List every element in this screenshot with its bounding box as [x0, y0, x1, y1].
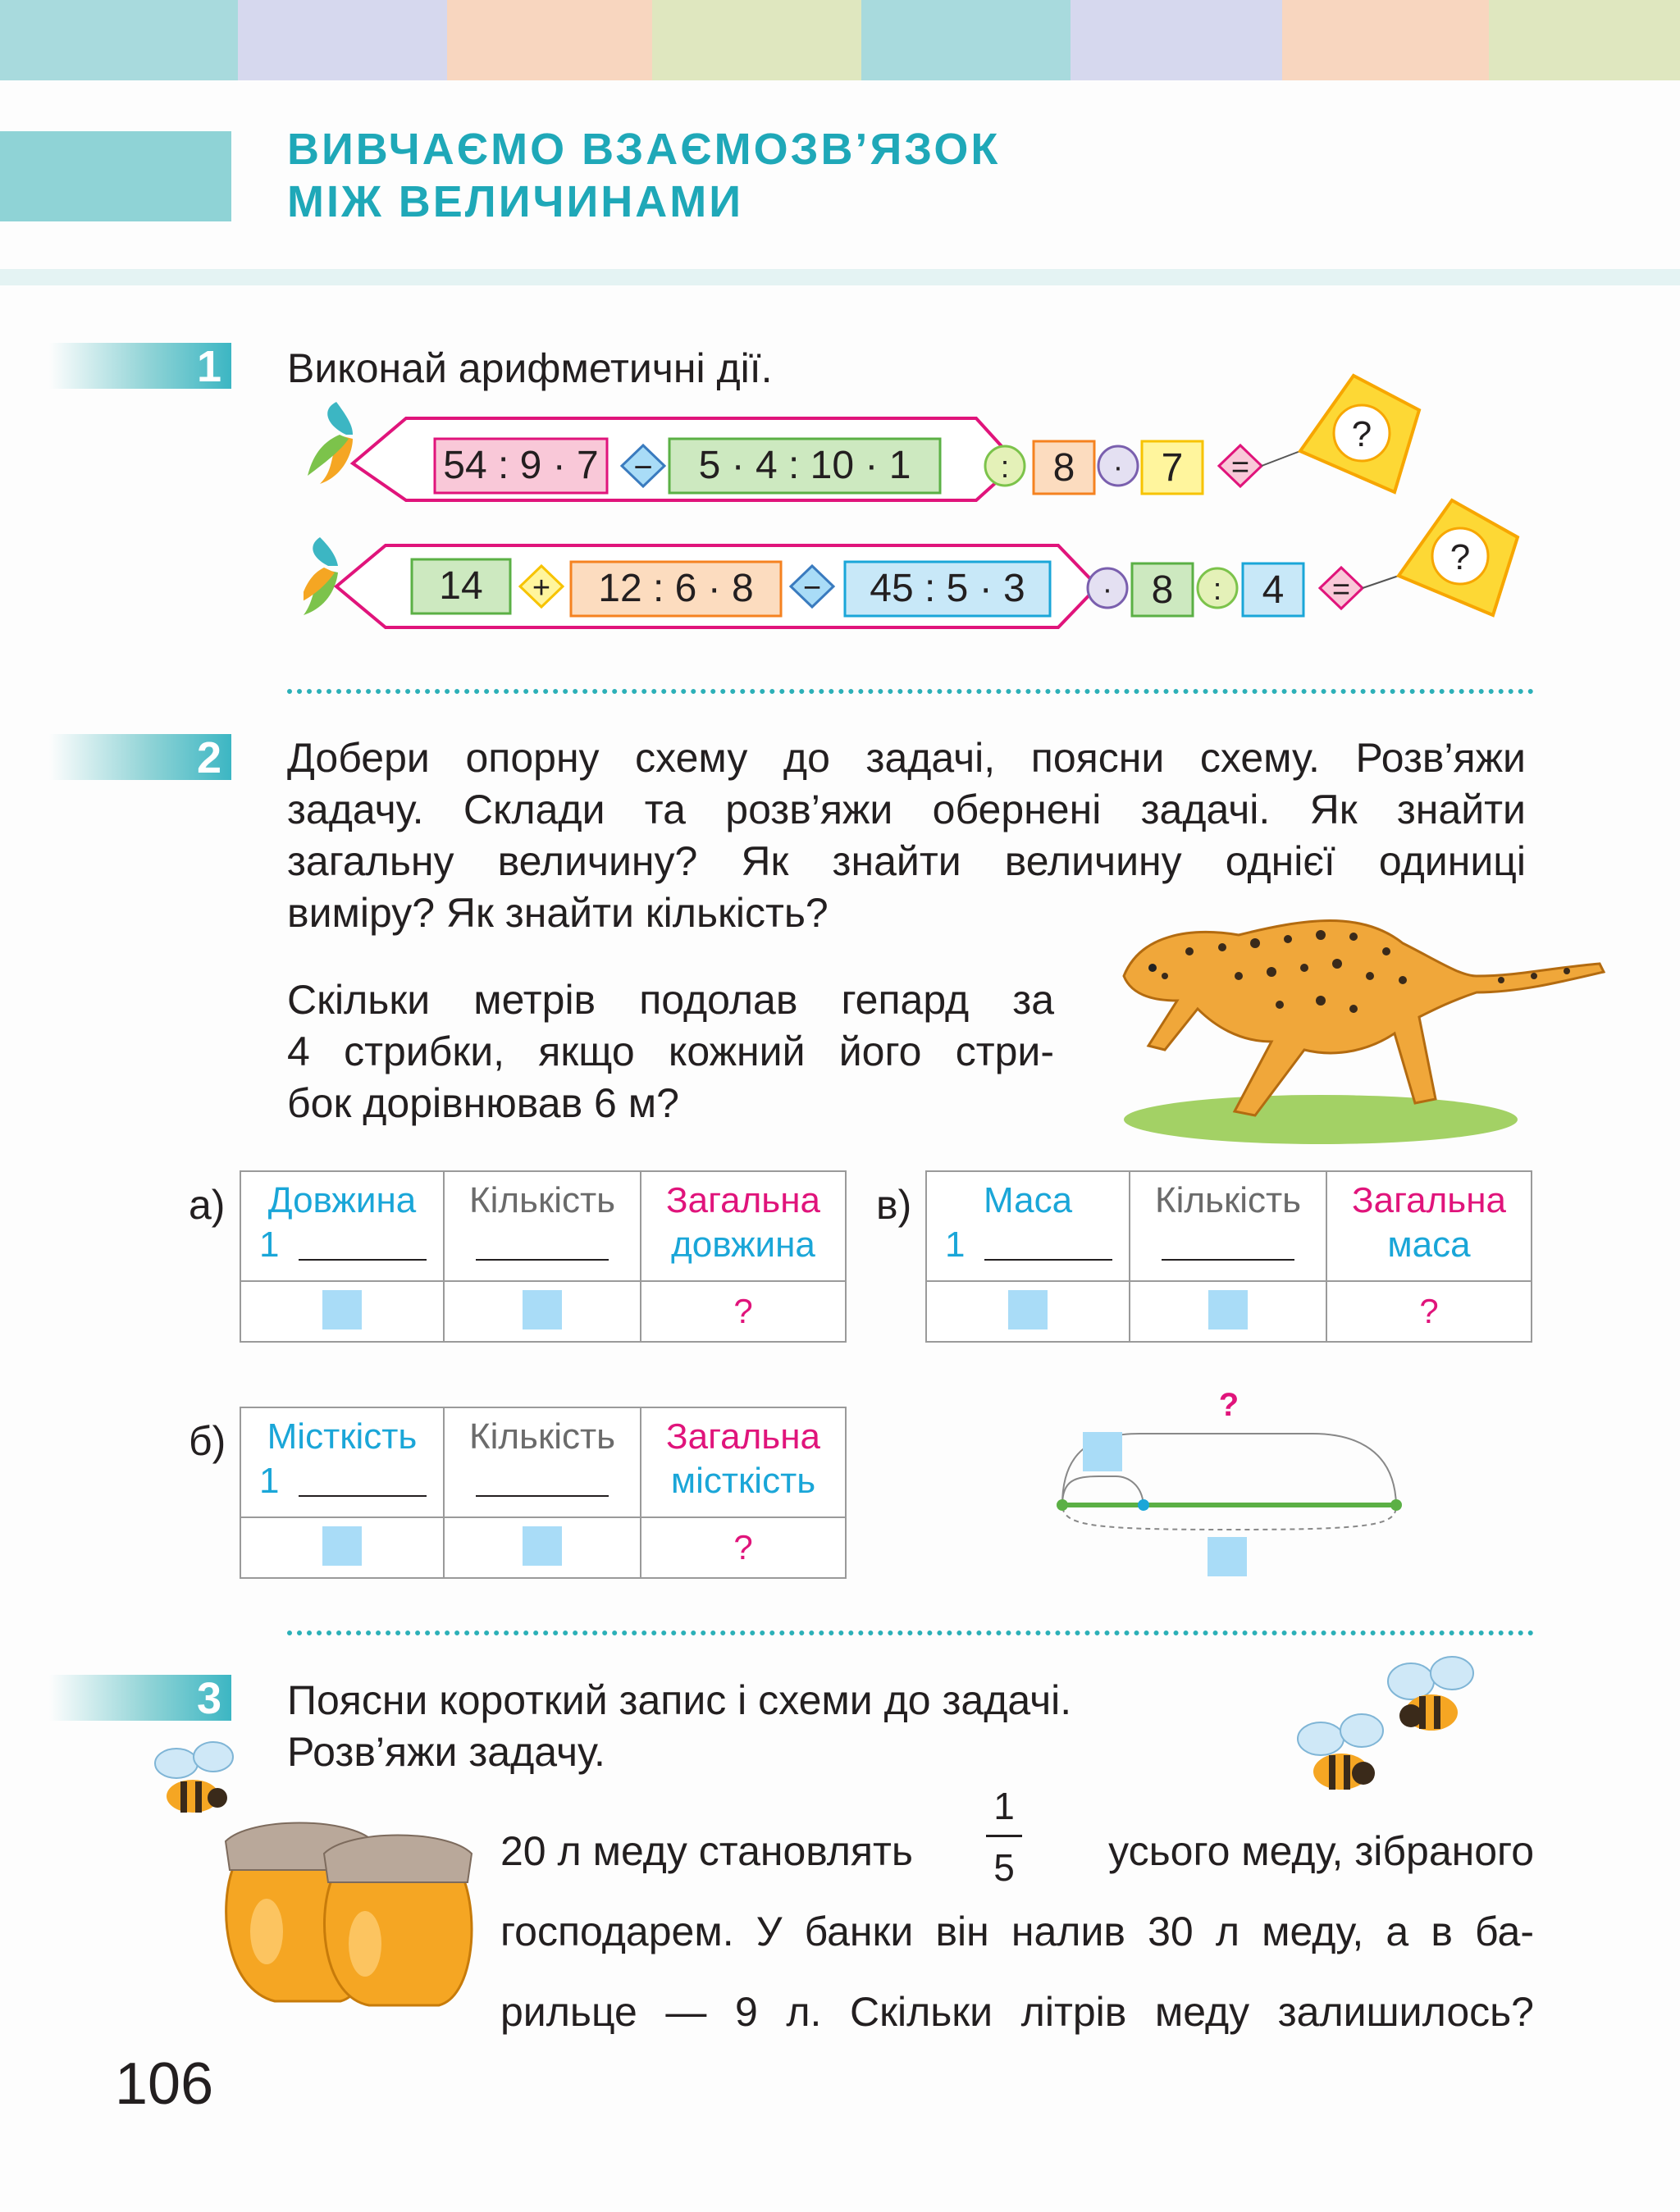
- table-v-cell-2: [1130, 1281, 1326, 1342]
- row2-op-3: ·: [1102, 572, 1113, 607]
- problem-line-2: 4 стрибки, якщо кожний його стри-: [287, 1028, 1054, 1074]
- row2-num-2: 4: [1262, 568, 1285, 612]
- table-b-header-total: Загальна місткість: [641, 1407, 846, 1517]
- task-1-number: 1: [196, 342, 221, 391]
- row1-expr-2: 5 · 4 : 10 · 1: [698, 444, 911, 487]
- row1-num-2: 7: [1161, 446, 1184, 490]
- table-a-header-count: Кількість: [444, 1171, 641, 1281]
- table-a-cell-2: [444, 1281, 641, 1342]
- task-2-line-1: Добери опорну схему до задачі, поясни схему. Розв’яжи: [287, 735, 1526, 781]
- top-stripe-5: [861, 0, 1071, 80]
- row1-op-1: −: [633, 449, 653, 486]
- table-b: [240, 1407, 847, 1579]
- problem-text-after-fraction: усього меду, зібраного: [1108, 1828, 1534, 1874]
- problem-line-1: Скільки метрів подолав гепард за: [287, 977, 1054, 1023]
- row1-equals: =: [1230, 450, 1250, 485]
- row2-expr-1: 14: [439, 564, 483, 608]
- problem-line-3: бок дорівнював 6 м?: [287, 1080, 679, 1126]
- table-v-cell-3: ?: [1326, 1281, 1532, 1342]
- section-divider-2: [287, 1630, 1534, 1635]
- task-3-number-tab: [49, 1675, 231, 1721]
- table-v: [925, 1170, 1532, 1343]
- diagram-question: ?: [1218, 1387, 1239, 1423]
- row2-op-1: +: [532, 571, 551, 605]
- table-b-label: б): [189, 1418, 226, 1464]
- task-2-line-2: задачу. Склади та розв’яжи обернені задачі. Як знайти: [287, 787, 1526, 832]
- top-stripe-2: [238, 0, 447, 80]
- table-a-cell-1: [240, 1281, 444, 1342]
- top-stripe-4: [652, 0, 861, 80]
- row1-op-3: ·: [1112, 450, 1124, 485]
- row2-op-4: :: [1212, 572, 1222, 607]
- title-line-2: МІЖ ВЕЛИЧИНАМИ: [287, 177, 744, 226]
- problem-text-start: 20 л меду становлять: [500, 1828, 913, 1874]
- task-2-problem: [287, 974, 1054, 1129]
- row2-expr-3: 45 : 5 · 3: [870, 567, 1025, 610]
- table-v-header-mass: Маса 1: [926, 1171, 1130, 1281]
- page-number: 106: [115, 2051, 214, 2117]
- honey-jars-illustration: [217, 1808, 484, 2009]
- table-a-header-total: Загальна довжина: [641, 1171, 846, 1281]
- row1-num-1: 8: [1052, 446, 1075, 490]
- table-b-cell-2: [444, 1517, 641, 1578]
- row1-kite-question: ?: [1351, 414, 1372, 454]
- top-stripe-8: [1489, 0, 1680, 80]
- task-2-number: 2: [196, 733, 221, 782]
- cheetah-illustration: [1091, 886, 1624, 1148]
- bees-illustration: [1288, 1649, 1501, 1804]
- title-line-1: ВИВЧАЄМО ВЗАЄМОЗВ’ЯЗОК: [287, 125, 1001, 174]
- ribbon-tail-2-icon: [304, 537, 338, 615]
- table-a-cell-3: ?: [641, 1281, 846, 1342]
- task-3-problem-line-2: господарем. У банки він налив 30 л меду, а в ба-: [500, 1909, 1534, 1954]
- header-accent-bar: [0, 131, 231, 221]
- top-stripe-6: [1071, 0, 1282, 80]
- task-3-number: 3: [196, 1674, 221, 1723]
- task-3-line-1: Поясни короткий запис і схеми до задачі.: [287, 1677, 1072, 1723]
- table-b-cell-3: ?: [641, 1517, 846, 1578]
- table-a-header-length: Довжина 1: [240, 1171, 444, 1281]
- top-stripe-7: [1282, 0, 1489, 80]
- table-a-label: а): [189, 1182, 226, 1228]
- table-v-cell-1: [926, 1281, 1130, 1342]
- table-v-header-count: Кількість: [1130, 1171, 1326, 1281]
- task-1-number-tab: [49, 343, 231, 389]
- ribbon-tail-1-icon: [308, 402, 353, 484]
- task-1-instruction: Виконай арифметичні дії.: [287, 345, 773, 391]
- bee-icon: [1388, 1657, 1473, 1731]
- top-stripe-1: [0, 0, 238, 80]
- row2-num-1: 8: [1151, 568, 1174, 612]
- expression-chains: [304, 361, 1616, 640]
- table-b-cell-1: [240, 1517, 444, 1578]
- section-divider-1: [287, 689, 1534, 694]
- row2-expr-2: 12 : 6 · 8: [598, 567, 754, 610]
- table-a: [240, 1170, 847, 1343]
- row1-expr-1: 54 : 9 · 7: [443, 444, 599, 487]
- fraction-denominator: 5: [993, 1846, 1015, 1889]
- task-2-number-tab: [49, 734, 231, 780]
- row1-op-2: :: [1000, 450, 1010, 485]
- fraction-numerator: 1: [993, 1785, 1015, 1827]
- task-3-instruction: [287, 1675, 1071, 1778]
- segment-diagram: [1042, 1386, 1419, 1583]
- title-divider-band: [0, 269, 1680, 285]
- fraction-bar: [986, 1835, 1022, 1837]
- table-b-header-count: Кількість: [444, 1407, 641, 1517]
- table-v-header-total: Загальна маса: [1326, 1171, 1532, 1281]
- page-title: [287, 123, 1000, 228]
- row2-op-2: −: [802, 571, 822, 605]
- task-3-line-2: Розв’яжи задачу.: [287, 1729, 605, 1775]
- task-2-line-3: загальну величину? Як знайти величину однієї одиниці: [287, 838, 1526, 884]
- task-2-line-4: виміру? Як знайти кількість?: [287, 890, 829, 936]
- top-stripe-3: [447, 0, 652, 80]
- row2-kite-question: ?: [1449, 537, 1471, 577]
- bee-icon-2: [1298, 1714, 1383, 1790]
- table-b-header-capacity: Місткість 1: [240, 1407, 444, 1517]
- task-3-problem-line-3: рильце — 9 л. Скільки літрів меду залишилось?: [500, 1989, 1534, 2035]
- honey-jar-icon-2: [324, 1836, 472, 2006]
- row2-equals: =: [1331, 572, 1351, 607]
- table-v-label: в): [876, 1182, 912, 1228]
